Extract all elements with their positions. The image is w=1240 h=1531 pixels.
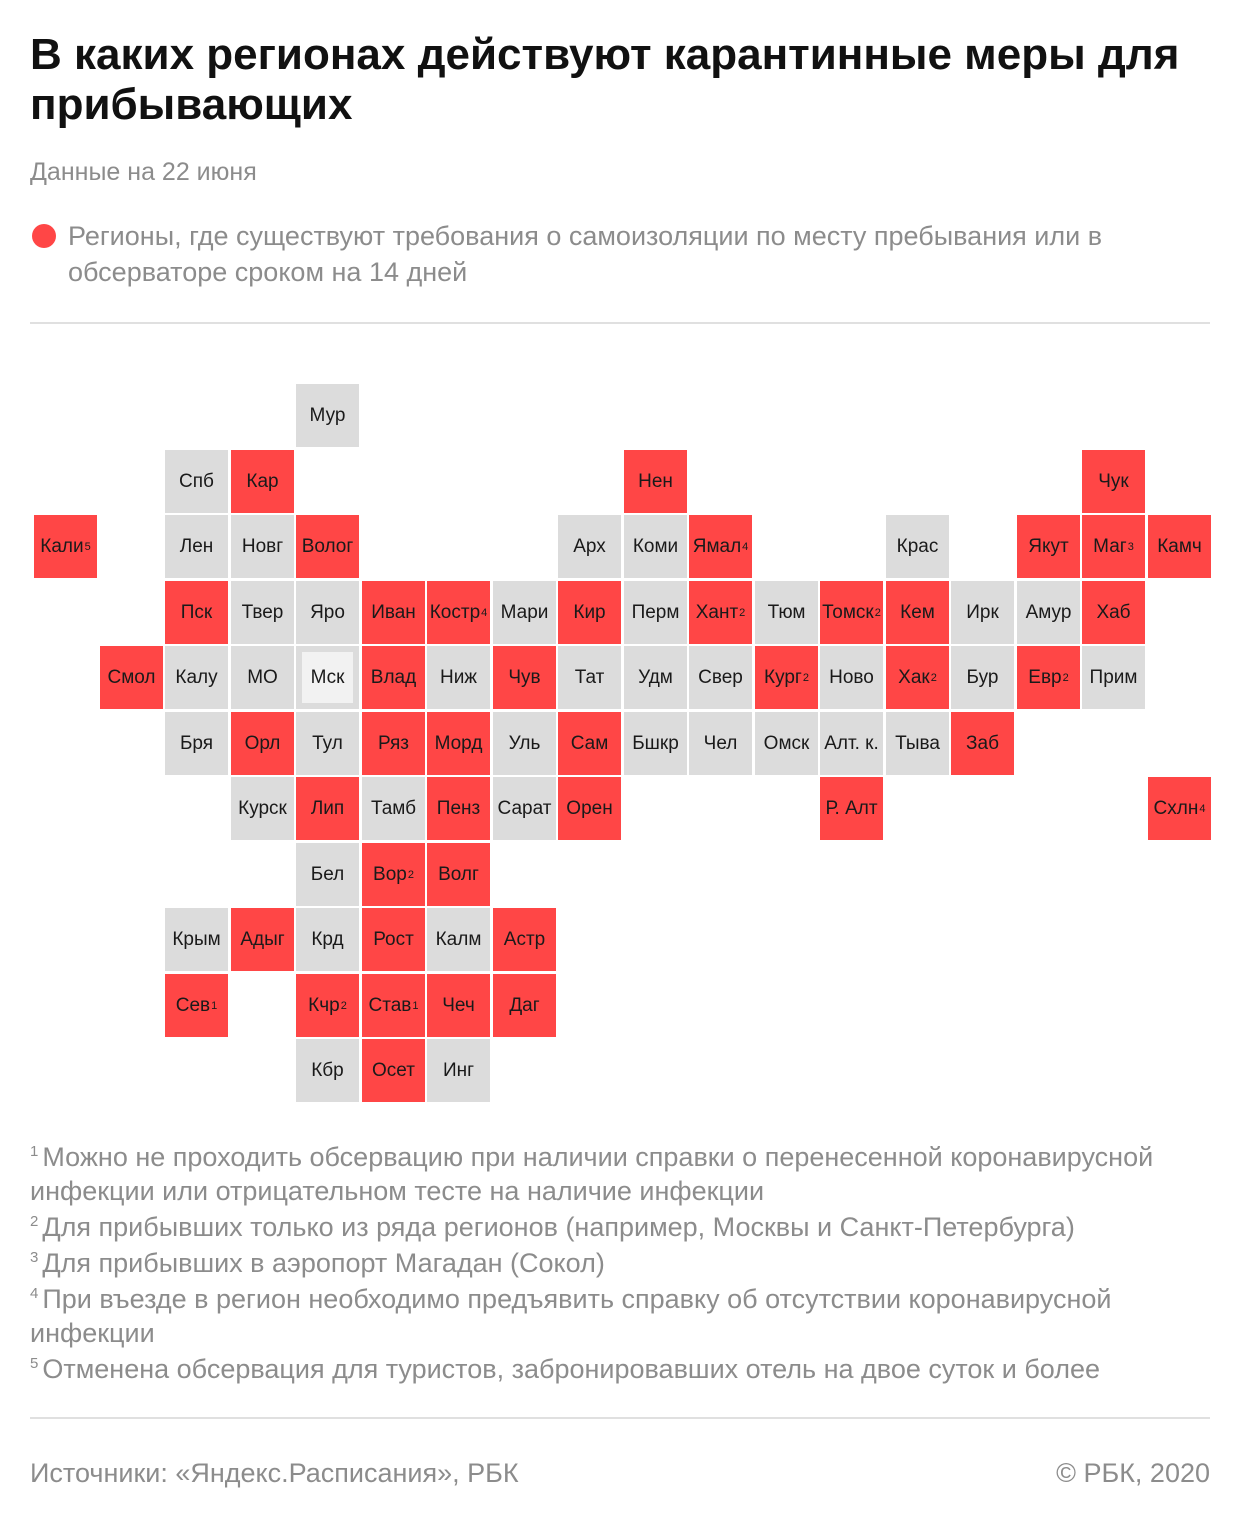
region-abbr: Крас: [896, 535, 939, 557]
footnote-number: 5: [30, 1355, 39, 1372]
footnote-text: Отменена обсервация для туристов, забронировавших отель на двое суток и более: [42, 1354, 1100, 1384]
region-abbr: Ново: [829, 666, 874, 688]
footnote: [30, 1210, 1210, 1244]
region-abbr: Новг: [241, 535, 284, 557]
region-tile: [886, 581, 949, 644]
footnote-number: 3: [30, 1249, 39, 1266]
region-abbr: Курск: [238, 797, 287, 819]
region-abbr: Бур: [966, 666, 999, 688]
legend-label: Регионы, где существуют требования о самоизоляции по месту пребывания или в обсерваторе сроком на 14 дней: [68, 221, 1103, 287]
region-abbr: Тамб: [370, 797, 417, 819]
region-abbr: Чув: [508, 666, 541, 688]
region-tile: [165, 712, 228, 775]
region-tile: [951, 712, 1014, 775]
region-abbr: Схлн: [1153, 797, 1199, 819]
region-abbr: Инг: [442, 1059, 475, 1081]
region-tile: Ямал 4: [689, 515, 752, 578]
region-tile: Сев 1: [165, 974, 228, 1037]
region-tile: Став 1: [362, 974, 425, 1037]
region-tile: [165, 450, 228, 513]
region-abbr: Рост: [373, 928, 414, 950]
region-tile: [362, 581, 425, 644]
region-abbr: Мур: [309, 404, 346, 426]
footnote: [30, 1282, 1210, 1350]
region-tile: [362, 646, 425, 709]
region-abbr: Чел: [703, 732, 738, 754]
region-tile: [296, 843, 359, 906]
region-tile: [1148, 515, 1211, 578]
region-abbr: Тюм: [767, 601, 806, 623]
region-abbr: Нен: [638, 470, 673, 492]
region-tile: [100, 646, 163, 709]
region-tile: [820, 712, 883, 775]
region-tile: [427, 646, 490, 709]
region-tile: [1082, 646, 1145, 709]
region-abbr: Сев: [175, 994, 211, 1016]
region-abbr: Мари: [500, 601, 549, 623]
region-abbr: Лип: [310, 797, 345, 819]
region-tile: [886, 712, 949, 775]
footnote-text: Для прибывших только из ряда регионов (например, Москвы и Санкт-Петербурга): [42, 1212, 1075, 1242]
region-abbr: Крым: [172, 928, 221, 950]
region-tile: Кали 5: [34, 515, 97, 578]
region-tile: [427, 1039, 490, 1102]
region-tile: [886, 515, 949, 578]
region-abbr: Бел: [310, 863, 345, 885]
region-tile: [1082, 450, 1145, 513]
region-tile: [951, 581, 1014, 644]
region-abbr: Мск: [310, 666, 345, 688]
region-abbr: Вор: [373, 863, 407, 885]
region-abbr: Алт. к.: [824, 732, 879, 754]
region-tile: [165, 908, 228, 971]
data-date: Данные на 22 июня: [30, 158, 257, 186]
sources: Источники: «Яндекс.Расписания», РБК: [30, 1458, 519, 1488]
region-abbr: Кем: [900, 601, 935, 623]
region-abbr: Крд: [311, 928, 344, 950]
region-tile: [296, 515, 359, 578]
region-tile: [689, 712, 752, 775]
region-abbr: Уль: [508, 732, 541, 754]
region-tile: Евр 2: [1017, 646, 1080, 709]
region-tile: [624, 515, 687, 578]
copyright: © РБК, 2020: [1056, 1458, 1210, 1488]
region-tile: Маг 3: [1082, 515, 1145, 578]
region-abbr: Камч: [1157, 535, 1202, 557]
region-tile: Кчр 2: [296, 974, 359, 1037]
footnote: [30, 1246, 1210, 1280]
region-abbr: Пенз: [436, 797, 481, 819]
region-tile: [296, 777, 359, 840]
region-tile: [231, 777, 294, 840]
region-tile: [689, 646, 752, 709]
region-tile: [624, 712, 687, 775]
region-abbr: Спб: [179, 470, 214, 492]
region-tile: [427, 843, 490, 906]
region-abbr: Кург: [764, 666, 802, 688]
region-tile: [1017, 581, 1080, 644]
region-tile: Схлн 4: [1148, 777, 1211, 840]
region-abbr: Тул: [312, 732, 343, 754]
region-abbr: Коми: [632, 535, 679, 557]
region-tile: [820, 646, 883, 709]
region-tile: [1017, 515, 1080, 578]
region-abbr: Кар: [246, 470, 279, 492]
region-tile: [427, 777, 490, 840]
region-abbr: Заб: [966, 732, 999, 754]
region-abbr: Сам: [570, 732, 609, 754]
region-tile: [755, 581, 818, 644]
footnote-text: Можно не проходить обсервацию при наличии справки о перенесенной коронавирусной инфекции или отрицательном тесте на наличие инфекции: [30, 1142, 1154, 1206]
region-tile: [755, 712, 818, 775]
region-abbr: Ямал: [692, 535, 742, 557]
footnotes: [30, 1140, 1210, 1388]
region-abbr: Кчр: [308, 994, 340, 1016]
region-tile: [427, 974, 490, 1037]
region-abbr: Став: [368, 994, 412, 1016]
region-abbr: Амур: [1025, 601, 1072, 623]
region-tile: Томск 2: [820, 581, 883, 644]
region-abbr: Морд: [434, 732, 483, 754]
region-tile: [231, 450, 294, 513]
region-tile: [493, 646, 556, 709]
region-tile: [624, 450, 687, 513]
region-abbr: Ряз: [377, 732, 410, 754]
region-tile: [1082, 581, 1145, 644]
region-abbr: Волг: [438, 863, 479, 885]
region-tile: [362, 712, 425, 775]
region-tile: [558, 777, 621, 840]
region-tile: [362, 908, 425, 971]
region-abbr: Кали: [40, 535, 84, 557]
region-tile: [165, 646, 228, 709]
region-abbr: Костр: [429, 601, 481, 623]
region-tile: [558, 581, 621, 644]
region-abbr: Тыва: [895, 732, 940, 754]
region-tile: [558, 646, 621, 709]
bottom-divider: [30, 1417, 1210, 1419]
footnote-number: 2: [30, 1213, 39, 1230]
region-abbr: Чук: [1098, 470, 1129, 492]
region-abbr: Пск: [180, 601, 213, 623]
region-abbr: Иван: [371, 601, 416, 623]
region-tile: [165, 515, 228, 578]
footnote-text: При въезде в регион необходимо предъявить справку об отсутствии коронавирусной инфекции: [30, 1284, 1112, 1348]
region-tile: [493, 581, 556, 644]
region-tile: [231, 515, 294, 578]
region-abbr: Томск: [822, 601, 874, 623]
region-abbr: Яро: [310, 601, 345, 623]
region-abbr: Смол: [107, 666, 156, 688]
footnote-number: 4: [30, 1285, 39, 1302]
region-tile: [231, 908, 294, 971]
region-tile: [231, 581, 294, 644]
region-abbr: Лен: [179, 535, 214, 557]
region-tile: Костр 4: [427, 581, 490, 644]
region-abbr: Орл: [244, 732, 281, 754]
region-tile: [231, 712, 294, 775]
footnote-number: 1: [30, 1143, 39, 1160]
region-tile: Хак 2: [886, 646, 949, 709]
region-tile: [362, 777, 425, 840]
region-tile: [427, 908, 490, 971]
region-abbr: Тат: [574, 666, 605, 688]
region-tile: Кург 2: [755, 646, 818, 709]
region-abbr: Маг: [1093, 535, 1127, 557]
region-tile: [558, 515, 621, 578]
region-abbr: Калм: [435, 928, 482, 950]
region-abbr: Кбр: [311, 1059, 344, 1081]
region-tile: [493, 908, 556, 971]
region-tile: [296, 712, 359, 775]
region-tile: [296, 908, 359, 971]
region-abbr: Волог: [301, 535, 354, 557]
region-abbr: Орен: [566, 797, 613, 819]
region-tile: [296, 581, 359, 644]
region-abbr: Астр: [503, 928, 546, 950]
chart-title: В каких регионах действуют карантинные меры для прибывающих: [30, 30, 1180, 129]
region-abbr: Калу: [175, 666, 218, 688]
region-tile: [951, 646, 1014, 709]
region-abbr: Евр: [1028, 666, 1062, 688]
footnote: [30, 1140, 1210, 1208]
region-abbr: Твер: [241, 601, 284, 623]
region-abbr: Ирк: [966, 601, 999, 623]
region-tile: [362, 1039, 425, 1102]
region-abbr: Удм: [638, 666, 673, 688]
region-tile: [296, 646, 359, 709]
region-tile: [493, 712, 556, 775]
region-abbr: Кир: [573, 601, 606, 623]
region-abbr: Якут: [1028, 535, 1069, 557]
region-abbr: Чеч: [442, 994, 475, 1016]
region-abbr: Прим: [1089, 666, 1138, 688]
region-abbr: Осет: [372, 1059, 415, 1081]
region-abbr: Влад: [370, 666, 417, 688]
region-tile: [493, 777, 556, 840]
region-abbr: Бшкр: [632, 732, 679, 754]
region-abbr: Р. Алт: [825, 797, 878, 819]
region-abbr: Омск: [763, 732, 810, 754]
region-tile: [493, 974, 556, 1037]
region-tile: [231, 646, 294, 709]
footnote-text: Для прибывших в аэропорт Магадан (Сокол): [42, 1248, 605, 1278]
region-tile: [427, 712, 490, 775]
region-tile: Хант 2: [689, 581, 752, 644]
region-tile: [624, 581, 687, 644]
region-abbr: МО: [247, 666, 278, 688]
region-abbr: Даг: [509, 994, 540, 1016]
region-abbr: Арх: [573, 535, 606, 557]
region-abbr: Перм: [631, 601, 680, 623]
region-tile: [558, 712, 621, 775]
region-abbr: Хаб: [1096, 601, 1131, 623]
region-tile: [820, 777, 883, 840]
region-tile: [165, 581, 228, 644]
region-tile: [296, 1039, 359, 1102]
region-tile: [624, 646, 687, 709]
footnote: [30, 1352, 1210, 1386]
region-abbr: Хант: [695, 601, 739, 623]
region-abbr: Адыг: [240, 928, 285, 950]
region-abbr: Бря: [179, 732, 214, 754]
region-abbr: Ниж: [439, 666, 478, 688]
region-abbr: Сарат: [497, 797, 552, 819]
region-tile: [296, 384, 359, 447]
region-abbr: Свер: [698, 666, 743, 688]
region-tile: Вор 2: [362, 843, 425, 906]
region-abbr: Хак: [898, 666, 930, 688]
